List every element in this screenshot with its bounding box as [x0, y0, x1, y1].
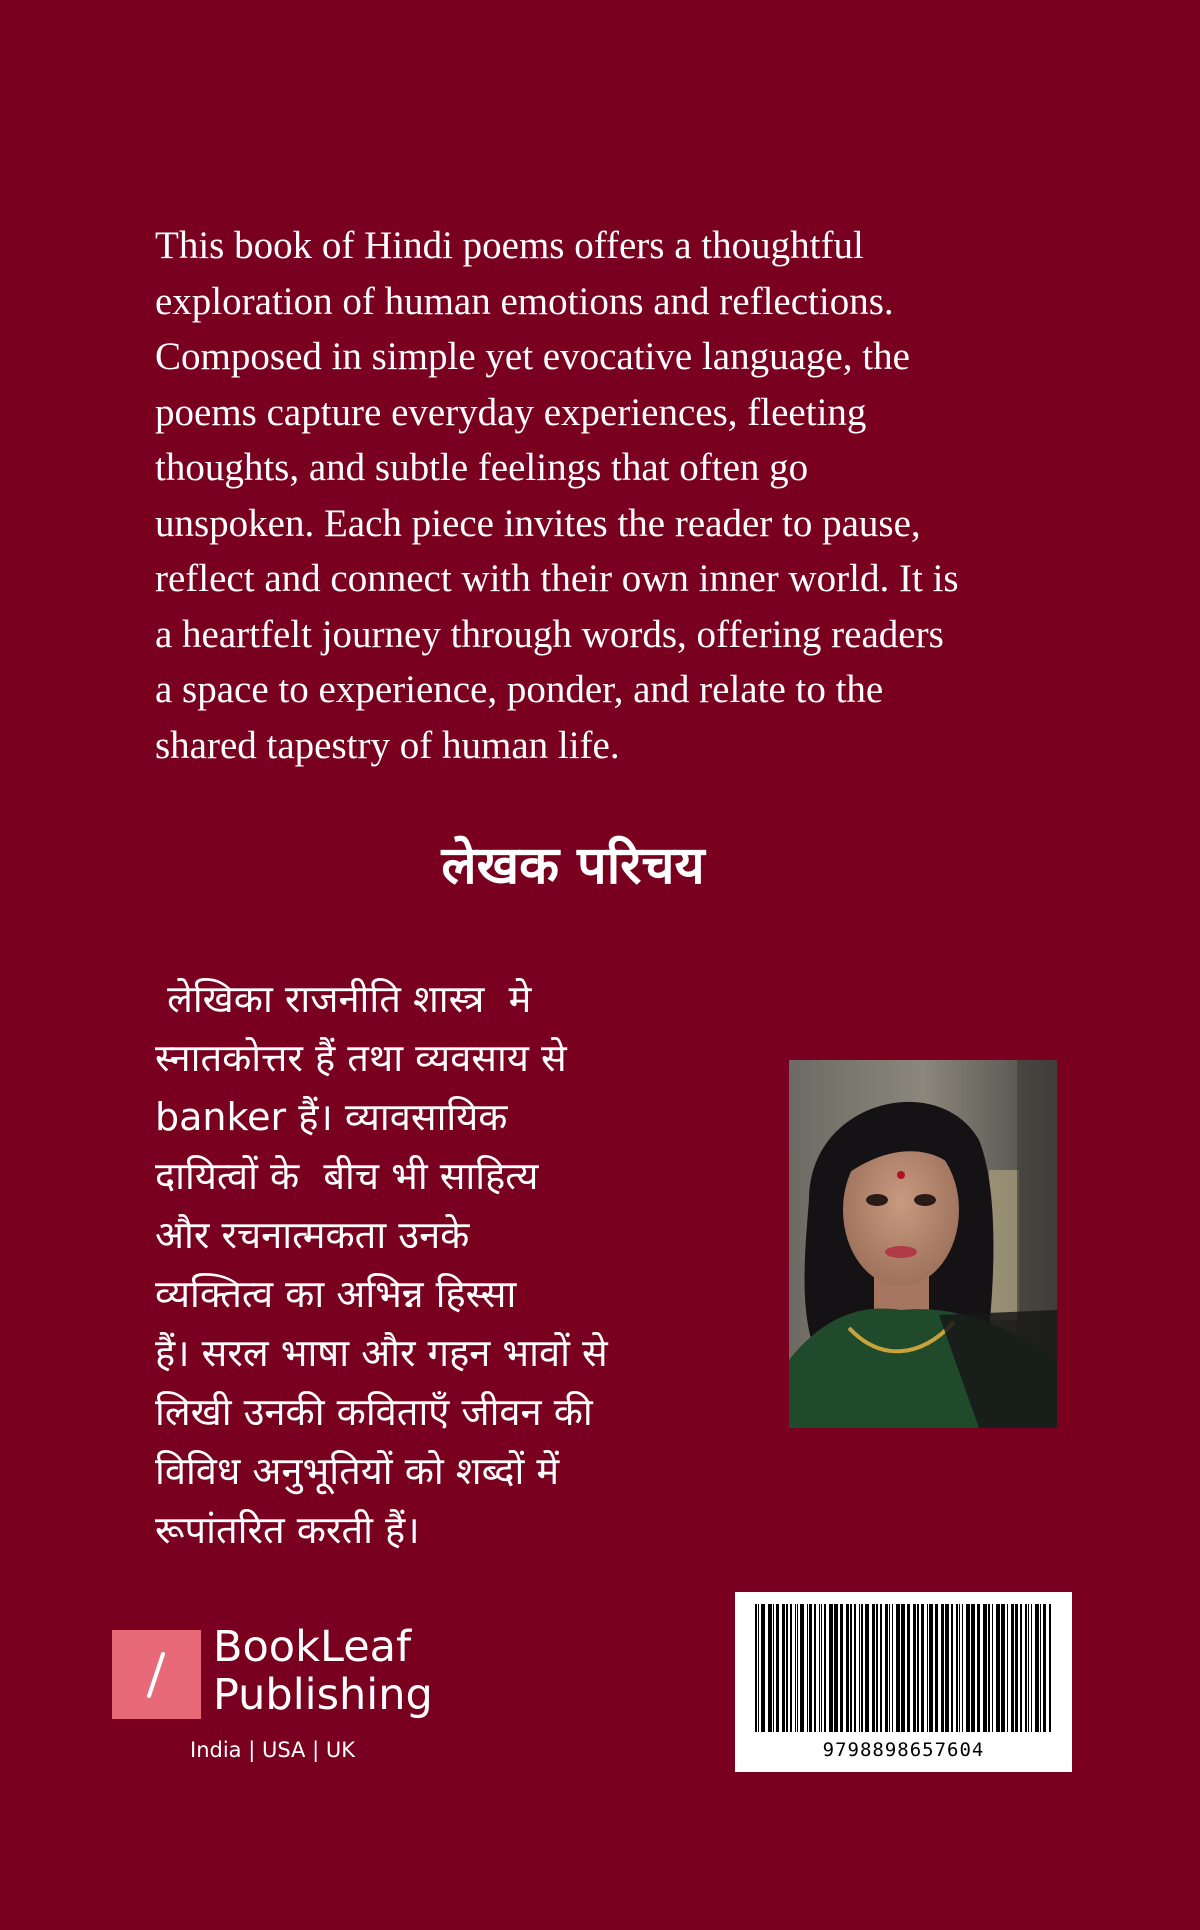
barcode-bar [966, 1604, 970, 1732]
barcode-bar [814, 1604, 816, 1732]
barcode-bar [786, 1604, 788, 1732]
publisher-name-line1: BookLeaf [213, 1622, 412, 1672]
barcode-bar [1040, 1604, 1041, 1732]
barcode-bar [800, 1604, 804, 1732]
barcode-bar [1020, 1604, 1022, 1732]
bio-line: banker हैं। व्यावसायिक [155, 1095, 508, 1139]
barcode-bar [983, 1604, 987, 1732]
barcode-bar [896, 1604, 900, 1732]
publisher-name [213, 1623, 433, 1719]
barcode-bar [809, 1604, 812, 1732]
blurb-line: This book of Hindi poems offers a thoughtful [155, 224, 864, 267]
book-blurb [155, 218, 1035, 773]
bookleaf-logo-icon [112, 1630, 201, 1719]
barcode-bar [795, 1604, 796, 1732]
barcode-bar [1031, 1604, 1032, 1732]
barcode-bar [956, 1604, 958, 1732]
barcode-bar [945, 1604, 949, 1732]
barcode-bar [797, 1604, 798, 1732]
barcode-bar [921, 1604, 924, 1732]
barcode-bar [885, 1604, 888, 1732]
bio-line: रूपांतरित करती हैं। [155, 1508, 420, 1552]
barcode-bar [1025, 1604, 1027, 1732]
author-bio [155, 970, 715, 1560]
barcode-bar [1043, 1604, 1046, 1732]
barcode-bar [758, 1604, 759, 1732]
publisher-regions: India | USA | UK [190, 1738, 355, 1762]
blurb-line: unspoken. Each piece invites the reader to pause, [155, 501, 921, 545]
barcode-bar [782, 1604, 785, 1732]
barcode-bar [854, 1604, 856, 1732]
barcode-bar [988, 1604, 990, 1732]
bio-line: विविध अनुभूतियों को शब्दों में [155, 1449, 560, 1493]
barcode-bar [951, 1604, 953, 1732]
barcode-bar [773, 1604, 774, 1732]
bio-line: हैं। सरल भाषा और गहन भावों से [155, 1331, 608, 1375]
blurb-line: shared tapestry of human life. [155, 723, 620, 767]
barcode-bar [941, 1604, 944, 1732]
bio-line: और रचनात्मकता उनके [155, 1213, 470, 1257]
barcode-bar [876, 1604, 878, 1732]
barcode-bar [824, 1604, 826, 1732]
bio-line: व्यक्तित्व का अभिन्न हिस्सा [155, 1272, 517, 1316]
barcode-bar [840, 1604, 843, 1732]
isbn-number: 9798898657604 [822, 1739, 985, 1761]
barcode-bar [829, 1604, 833, 1732]
blurb-line: poems capture everyday experiences, fleeting [155, 390, 867, 434]
barcode-bar [901, 1604, 905, 1732]
barcode-bar [846, 1604, 849, 1732]
blurb-line: a heartfelt journey through words, offering readers [155, 612, 944, 656]
barcode-bar [1011, 1604, 1014, 1732]
barcode-bar [761, 1604, 765, 1732]
barcode-bar [913, 1604, 916, 1732]
bio-line: स्नातकोत्तर हैं तथा व्यवसाय से [155, 1036, 567, 1080]
barcode-bar [917, 1604, 919, 1732]
barcode-bar [865, 1604, 869, 1732]
barcode-bar [859, 1604, 860, 1732]
blurb-line: reflect and connect with their own inner world. It is [155, 557, 959, 600]
barcode-bar [929, 1604, 933, 1732]
blurb-line: exploration of human emotions and reflections. [155, 279, 894, 323]
barcode-bar [1049, 1604, 1051, 1732]
barcode-bar [992, 1604, 993, 1732]
bio-line: दायित्वों के बीच भी साहित्य [155, 1154, 539, 1198]
barcode-bar [1028, 1604, 1029, 1732]
barcode-bar [962, 1604, 963, 1732]
barcode-bar [892, 1604, 893, 1732]
barcode-bar [1015, 1604, 1018, 1732]
barcode-bar [790, 1604, 792, 1732]
barcode-bar [996, 1604, 1000, 1732]
barcode-bar [927, 1604, 928, 1732]
barcode-bar [977, 1604, 980, 1732]
bio-line: लेखिका राजनीति शास्त्र मे [155, 977, 532, 1021]
blurb-line: thoughts, and subtle feelings that often go [155, 446, 809, 489]
barcode-bar [819, 1604, 820, 1732]
bio-line: लिखी उनकी कविताएँ जीवन की [155, 1390, 593, 1434]
barcode-bar [971, 1604, 975, 1732]
isbn-barcode [735, 1592, 1072, 1772]
blurb-line: a space to experience, ponder, and relate to the [155, 668, 884, 711]
barcode-bar [821, 1604, 822, 1732]
author-intro-heading: लेखक परिचय [441, 836, 705, 896]
barcode-bar [872, 1604, 875, 1732]
barcode-bar [861, 1604, 863, 1732]
blurb-line: Composed in simple yet evocative language, the [155, 335, 910, 378]
barcode-bar [880, 1604, 882, 1732]
barcode-bar [807, 1604, 808, 1732]
barcode-bar [1007, 1604, 1008, 1732]
barcode-bar [935, 1604, 938, 1732]
barcode-bar [834, 1604, 838, 1732]
barcode-bar [1035, 1604, 1039, 1732]
barcode-bar [776, 1604, 779, 1732]
barcode-bar [1001, 1604, 1005, 1732]
publisher-name-line2: Publishing [213, 1670, 433, 1720]
barcode-bar [907, 1604, 910, 1732]
barcode-bar [959, 1604, 960, 1732]
author-photo [789, 1060, 1057, 1428]
barcode-bar [768, 1604, 772, 1732]
barcode-bar [850, 1604, 852, 1732]
barcode-bar [889, 1604, 890, 1732]
barcode-bar [755, 1604, 757, 1732]
